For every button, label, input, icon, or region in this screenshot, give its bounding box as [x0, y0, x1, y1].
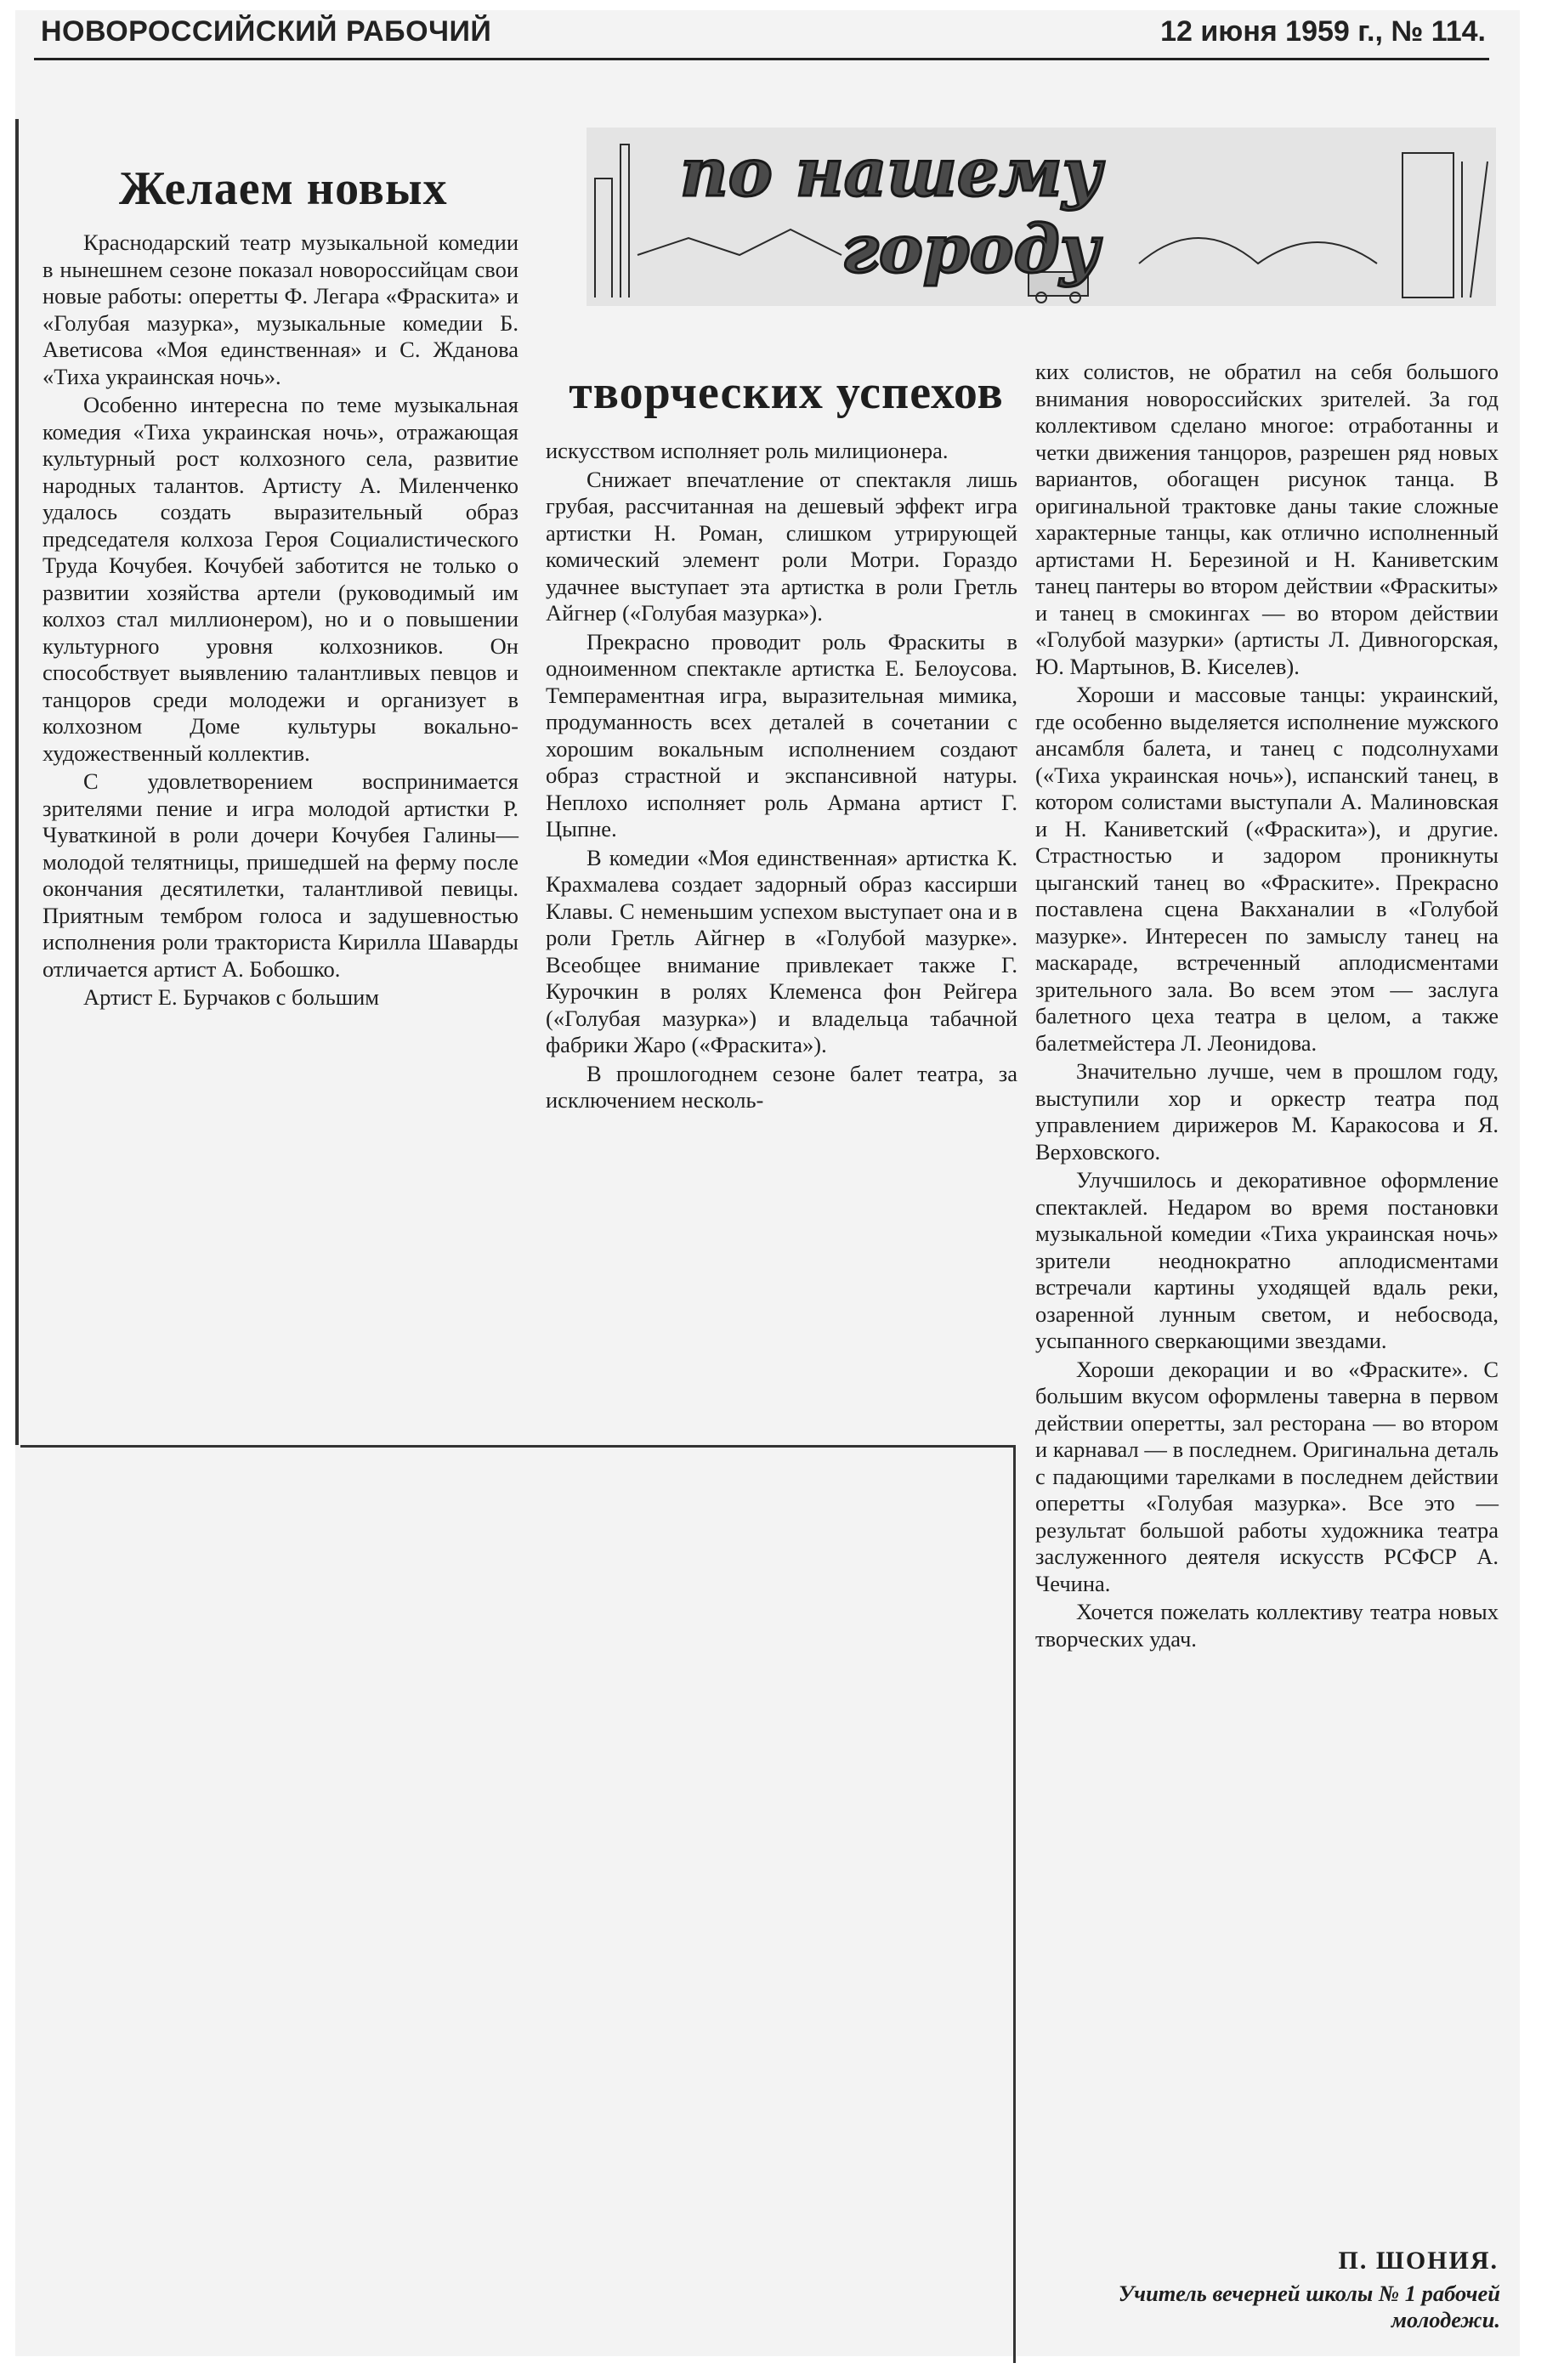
article-title-part1: Желаем новых: [119, 162, 448, 215]
paragraph: Снижает впечатление от спектакля лишь грубая, рассчитанная на дешевый эффект игра артистки Н. Роман, слишком утрирующей комический элемент роли Мотри. Гораздо удачнее выступает эта артистка в роли Гретль Айгнер («Голубая мазурка»).: [546, 466, 1017, 626]
author-role: Учитель вечерней школы № 1 рабочей молодежи.: [1118, 2281, 1500, 2332]
paragraph: Артист Е. Бурчаков с большим: [83, 984, 380, 1010]
paragraph: В прошлогоднем сезоне балет театра, за исключением несколь-: [546, 1060, 1017, 1113]
article-column-1: [42, 230, 518, 1013]
article-title-part2: творческих успехов: [569, 366, 1004, 419]
section-banner: [586, 128, 1496, 306]
paragraph: Хочется пожелать коллективу театра новых творческих удач.: [1035, 1599, 1499, 1652]
banner-text-line1: по нашему: [680, 134, 1102, 212]
paragraph: В комедии «Моя единственная» артистка К. Крахмалева создает задорный образ кассирши Клавы. С неменьшим успехом выступает она и в роли Гретль Айгнер в «Голубой мазурке». Всеобщее внимание привлекает также Г. Курочкин в ролях Клеменса фон Рейгера («Голубая мазурка») и владельца табачной фабрики Жаро («Фраскита»).: [546, 844, 1017, 1057]
paragraph: Краснодарский театр музыкальной комедии в нынешнем сезоне показал новороссийцам свои новые работы: оперетты Ф. Легара «Фраскита» и «Голубая мазурка», музыкальные комедии Б. Аветисова «Моя единственная» и С. Жданова «Тиха украинская ночь».: [42, 230, 518, 389]
paragraph: Хороши и массовые танцы: украинский, где особенно выделяется исполнение мужского ансамбля балета, и танец с подсолнухами («Тиха украинская ночь»), испанский танец, в котором солистами выступали А. Малиновская и Н. Каниветский («Фраскита»), и другие. Страстностью и задором проникнуты цыганский танец во «Фраските». Прекрасно поставлена сцена Вакханалии в «Голубой мазурке». Интересен по замыслу танец на маскараде, встреченный аплодисментами зрительного зала. Во всем этом — заслуга балетного цеха театра в целом, а также балетмейстера Л. Леонидова.: [1035, 682, 1499, 1056]
issue-date: 12 июня 1959 г., № 114.: [1160, 15, 1486, 48]
paragraph: ких солистов, не обратил на себя большого внимания новороссийских зрителей. За год коллективом сделано многое: отработанны и четки движения танцоров, разрешен ряд новых вариантов, обогащен рисунок танца. В оригинальной трактовке даны такие сложные характерные танцы, как отлично исполненный артистами Н. Березиной и Н. Каниветским танец пантеры во втором действии «Фраскиты» и танец в смокингах — во втором действии «Голубой мазурки» (артисты Л. Дивногорская, Ю. Мартынов, В. Киселев).: [1035, 359, 1499, 679]
paragraph: С удовлетворением воспринимается зрителями пение и игра молодой артистки Р. Чуваткиной в роли дочери Кочубея Галины—молодой телятницы, пришедшей на ферму после окончания десятилетки, талантливой певицы. Приятным тембром голоса и задушевностью исполнения роли тракториста Кирилла Шаварды отличается артист А. Бобошко.: [42, 768, 518, 982]
paragraph: искусством исполняет роль милиционера.: [546, 438, 949, 463]
newspaper-name: НОВОРОССИЙСКИЙ РАБОЧИЙ: [41, 15, 492, 48]
article-border-right-column: [1013, 1445, 1016, 2363]
paragraph: Особенно интересна по теме музыкальная комедия «Тиха украинская ночь», отражающая культурный рост колхозного села, развитие народных талантов. Артисту А. Миленченко удалось создать выразительный образ председателя колхоза Героя Социалистического Труда Кочубея. Кочубей заботится не только о развитии хозяйства артели (руководимый им колхоз стал миллионером), но и о повышении культурного уровня колхозников. Он способствует выявлению талантливых певцов и танцоров среди молодежи и организует в колхозном Доме культуры вокально-художественный коллектив.: [42, 392, 518, 766]
banner-text-line2: городу: [842, 211, 1100, 288]
paragraph: Значительно лучше, чем в прошлом году, выступили хор и оркестр театра под управлением дирижеров М. Каракосова и Я. Верховского.: [1035, 1058, 1499, 1164]
article-border-bottom: [20, 1445, 1015, 1448]
article-column-3: [1035, 359, 1499, 1654]
header-rule: [34, 58, 1489, 60]
paragraph: Улучшилось и декоративное оформление спектаклей. Недаром во время постановки музыкальной комедии «Тиха украинская ночь» зрители неоднократно аплодисментами встречали картины уходящей вдаль реки, озаренной лунным светом, и небосвода, усыпанного сверкающими звездами.: [1035, 1167, 1499, 1353]
newspaper-header: [41, 15, 1486, 58]
paragraph: Хороши декорации и во «Фраските». С большим вкусом оформлены таверна в первом действии оперетты, зал ресторана — во втором и карнавал — в последнем. Оригинальна деталь с падающими тарелками в последнем действии оперетты «Голубая мазурка». Все это — результат большой работы художника театра заслуженного деятеля искусств РСФСР А. Чечина.: [1035, 1356, 1499, 1596]
article-border-left: [15, 119, 19, 1445]
article-column-2: [546, 438, 1017, 1116]
author-signature: П. ШОНИЯ.: [1338, 2247, 1499, 2275]
paragraph: Прекрасно проводит роль Фраскиты в одноименном спектакле артистка Е. Белоусова. Темпераментная игра, выразительная мимика, продуманность всех деталей в сочетании с хорошим вокальным исполнением создают образ страстной и экспансивной натуры. Неплохо исполняет роль Армана артист Г. Цыпне.: [546, 628, 1017, 842]
